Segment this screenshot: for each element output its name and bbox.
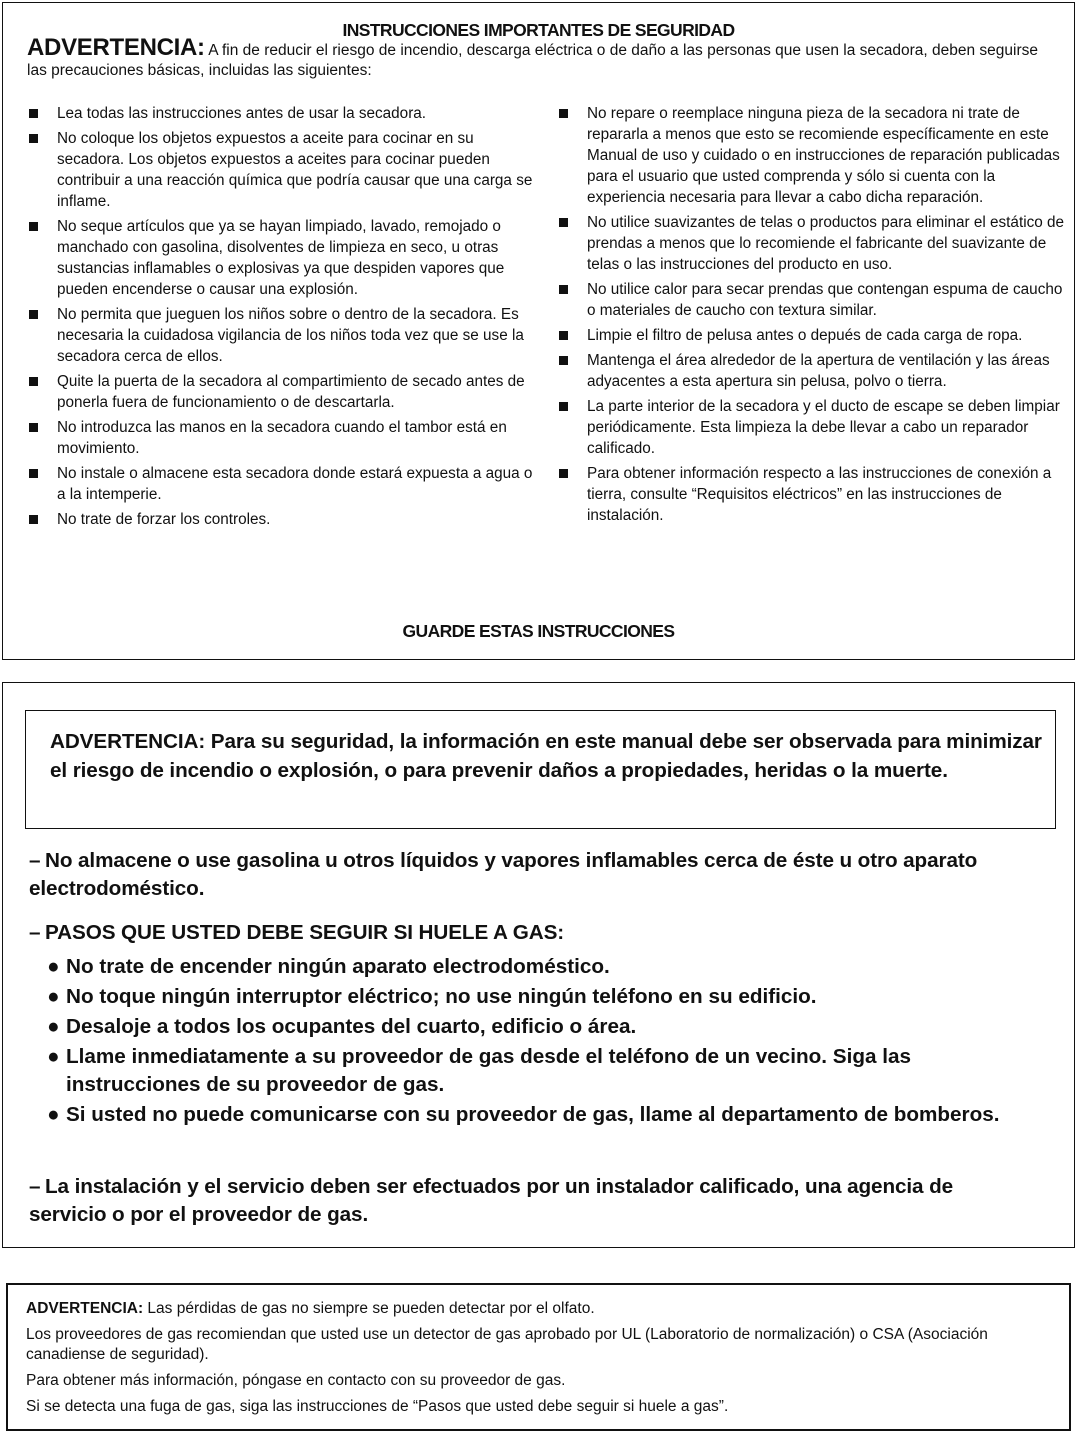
safety-title: INSTRUCCIONES IMPORTANTES DE SEGURIDAD: [342, 20, 735, 40]
boxed-safety-warning: ADVERTENCIA: Para su seguridad, la información en este manual debe ser observada para minimizar el riesgo de incendio o explosión, o para prevenir daños a propiedades, heridas o la muerte.: [25, 710, 1056, 829]
gas-warning-box: [2, 682, 1075, 1248]
list-item: ● Si usted no puede comunicarse con su proveedor de gas, llame al departamento de bomberos.: [47, 1101, 1001, 1129]
installation-service-warning: – La instalación y el servicio deben ser efectuados por un instalador calificado, una agencia de servicio o por el proveedor de gas.: [29, 1175, 954, 1226]
square-bullet-icon: [29, 469, 38, 478]
square-bullet-icon: [559, 469, 568, 478]
list-item: ● No toque ningún interruptor eléctrico; no use ningún teléfono en su edificio.: [47, 983, 1047, 1011]
list-item: No trate de forzar los controles.: [27, 509, 537, 530]
gas-leak-steps-reference: Si se detecta una fuga de gas, siga las instrucciones de “Pasos que usted debe seguir si huele a gas”.: [26, 1398, 729, 1415]
square-bullet-icon: [559, 218, 568, 227]
warning-text: A fin de reducir el riesgo de incendio, descarga eléctrica o de daño a las personas que usen la secadora, deben seguirse las precauciones básicas, incluidas las siguientes:: [27, 42, 1038, 79]
warning-label: ADVERTENCIA:: [26, 1300, 144, 1317]
list-item: Quite la puerta de la secadora al compartimiento de secado antes de ponerla fuera de funcionamiento o de descartarla.: [27, 371, 537, 413]
warning-label: ADVERTENCIA:: [27, 34, 205, 61]
list-item: No utilice suavizantes de telas o productos para eliminar el estático de prendas a menos que lo recomiende el fabricante del suavizante de telas o las instrucciones del producto en uso.: [557, 212, 1067, 275]
precautions-right-list: [557, 103, 1067, 530]
square-bullet-icon: [29, 515, 38, 524]
save-instructions-footer: GUARDE ESTAS INSTRUCCIONES: [402, 621, 675, 641]
square-bullet-icon: [559, 356, 568, 365]
bullet-dot-icon: ●: [47, 955, 60, 978]
dryer-warning-intro: [27, 34, 1057, 81]
square-bullet-icon: [29, 310, 38, 319]
square-bullet-icon: [559, 109, 568, 118]
dash-marker: –: [29, 849, 41, 872]
list-item: No introduzca las manos en la secadora cuando el tambor está en movimiento.: [27, 417, 537, 459]
square-bullet-icon: [29, 222, 38, 231]
bullet-dot-icon: ●: [47, 1103, 60, 1126]
square-bullet-icon: [29, 377, 38, 386]
list-item: ● Desaloje a todos los ocupantes del cuarto, edificio o área.: [47, 1013, 1047, 1041]
list-item: Para obtener información respecto a las instrucciones de conexión a tierra, consulte “Requisitos eléctricos” en las instrucciones de instalación.: [557, 463, 1067, 526]
list-item: No coloque los objetos expuestos a aceite para cocinar en su secadora. Los objetos expuestos a aceites para cocinar pueden contribuir a una reacción química que podría causar que una carga se inflame.: [27, 128, 537, 212]
safety-instructions-box: [2, 2, 1075, 660]
list-item: Limpie el filtro de pelusa antes o depués de cada carga de ropa.: [557, 325, 1067, 346]
square-bullet-icon: [559, 285, 568, 294]
precautions-left-list: [27, 103, 537, 534]
list-item: No instale o almacene esta secadora donde estará expuesta a agua o a la intemperie.: [27, 463, 537, 505]
square-bullet-icon: [559, 402, 568, 411]
gas-smell-heading: – PASOS QUE USTED DEBE SEGUIR SI HUELE A GAS:: [29, 919, 1059, 947]
list-item: No repare o reemplace ninguna pieza de la secadora ni trate de repararla a menos que esto se recomiende específicamente en este Manual de uso y cuidado o en instrucciones de reparación publicadas para el usuario que usted comprenda y sólo si cuenta con la experiencia necesaria para llevar a cabo dicha reparación.: [557, 103, 1067, 208]
gasoline-storage-warning: – No almacene o use gasolina u otros líquidos y vapores inflamables cerca de éste u otro aparato electrodoméstico.: [29, 849, 978, 900]
square-bullet-icon: [29, 134, 38, 143]
square-bullet-icon: [559, 331, 568, 340]
list-item: ● Llame inmediatamente a su proveedor de gas desde el teléfono de un vecino. Siga las instrucciones de su proveedor de gas.: [47, 1045, 911, 1096]
bullet-dot-icon: ●: [47, 985, 60, 1008]
dash-marker: –: [29, 921, 41, 944]
list-item: ● No trate de encender ningún aparato electrodoméstico.: [47, 953, 1047, 981]
dash-marker: –: [29, 1175, 41, 1198]
gas-detector-recommendation: Los proveedores de gas recomiendan que usted use un detector de gas aprobado por UL (Laboratorio de normalización) o CSA (Asociación canadiense de seguridad).: [26, 1326, 988, 1363]
list-item: La parte interior de la secadora y el ducto de escape se deben limpiar periódicamente. Esta limpieza la debe llevar a cabo un reparador calificado.: [557, 396, 1067, 459]
list-item: Mantenga el área alrededor de la apertura de ventilación y las áreas adyacentes a esta apertura sin pelusa, polvo o tierra.: [557, 350, 1067, 392]
list-item: Lea todas las instrucciones antes de usar la secadora.: [27, 103, 537, 124]
contact-provider-note: Para obtener más información, póngase en contacto con su proveedor de gas.: [26, 1372, 566, 1389]
list-item: No utilice calor para secar prendas que contengan espuma de caucho o materiales de caucho con textura similar.: [557, 279, 1067, 321]
gas-leak-info-box: [6, 1283, 1071, 1431]
bullet-dot-icon: ●: [47, 1045, 60, 1068]
bullet-dot-icon: ●: [47, 1015, 60, 1038]
gas-smell-steps-list: [47, 953, 1047, 1131]
gas-leak-warning: ADVERTENCIA: Las pérdidas de gas no siempre se pueden detectar por el olfato.: [26, 1300, 595, 1317]
list-item: No seque artículos que ya se hayan limpiado, lavado, remojado o manchado con gasolina, disolventes de limpieza en seco, u otras sustancias inflamables o explosivas ya que despiden vapores que pueden encenderse o causar una explosión.: [27, 216, 537, 300]
square-bullet-icon: [29, 423, 38, 432]
square-bullet-icon: [29, 109, 38, 118]
list-item: No permita que jueguen los niños sobre o dentro de la secadora. Es necesaria la cuidadosa vigilancia de los niños toda vez que se use la secadora cerca de ellos.: [27, 304, 537, 367]
